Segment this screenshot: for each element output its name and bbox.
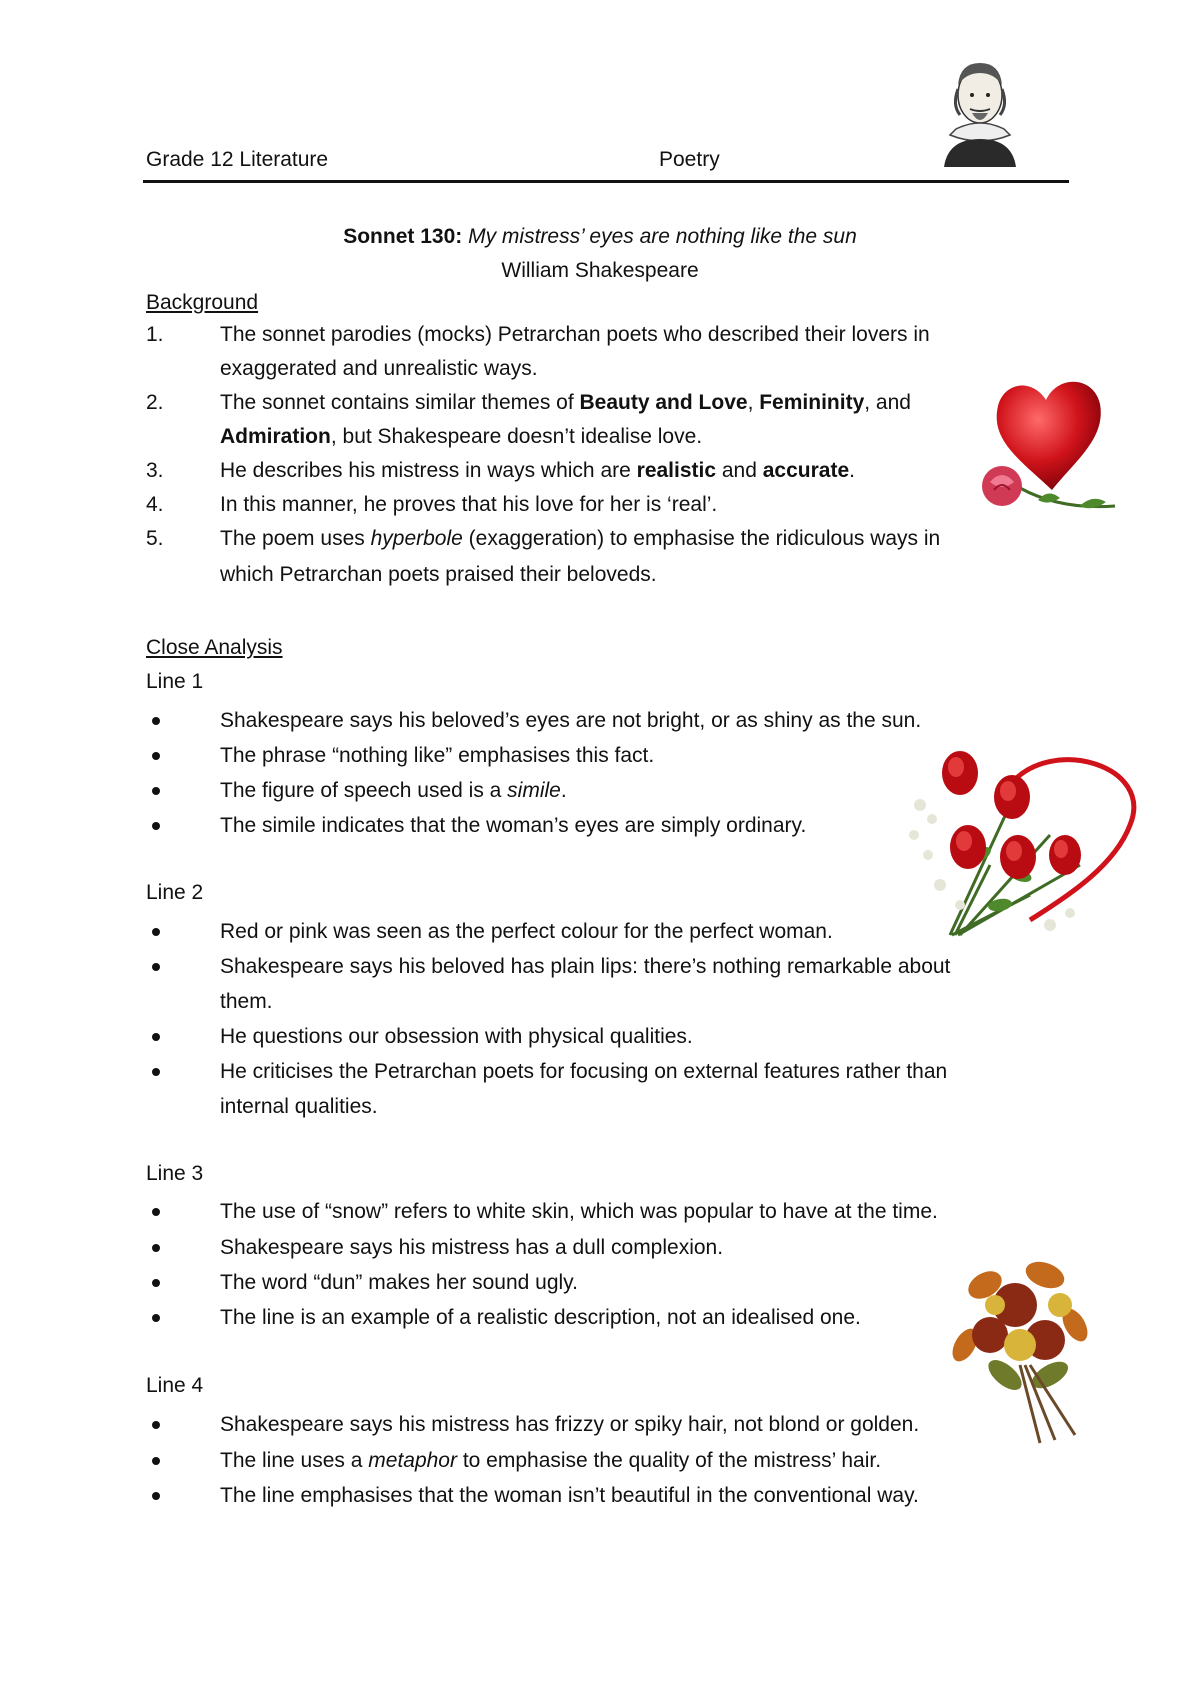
item-text: which Petrarchan poets praised their beloveds. bbox=[220, 563, 657, 586]
poem-title-line: My mistress’ eyes are nothing like the sun bbox=[468, 225, 857, 248]
bullet-icon bbox=[152, 1068, 160, 1076]
header-divider bbox=[143, 180, 1069, 183]
course-label: Grade 12 Literature bbox=[146, 148, 329, 171]
bullet-icon bbox=[152, 1208, 160, 1216]
background-heading: Background bbox=[146, 291, 259, 314]
document-page: Grade 12 Literature Poetry Sonnet 130: My mistress’ eyes are nothing like the sun William Shakespeare Background 1. The sonnet parodies (mocks) Petrarchan poets who described their lovers in exaggerated and unrealistic ways. 2. The sonnet contains similar themes of Beauty and Love, Femininity, and Admiration, but Shakespeare doesn’t idealise love. 3. He describes his mistress in ways which are realistic and accurate. 4. In this manner, he proves that his love for her is ‘real’. 5. The poem uses hyperbole (exaggeration) to emphasise the ridiculous ways in which Petrarchan poets praised their beloveds. Close Analysis Line 1 Shakespeare says his beloved’s eyes are not bright, or as shiny as the sun. The phrase “nothing like” emphasises this fact. The figure of speech used is a simile. The simile indicates that the woman’s eyes are simply ordinary. Line 2 Red or pink was seen as the perfect colour for the perfect woman. Shakespeare says his beloved has plain lips: there’s nothing remarkable about them. He questions our obsession with physical qualities. He criticises the Petrarchan poets for focusing on external features rather than internal qualities. Line 3 The use of “snow” refers to white skin, which was popular to have at the time. Shakespeare says his mistress has a dull complexion. The word “dun” makes her sound ugly. The line is an example of a realistic description, not an idealised one. Line 4 Shakespeare says his mistress has frizzy or spiky hair, not blond or golden. The line uses a metaphor to emphasise the quality of the mistress’ hair. The line emphasises that the woman isn’t beautiful in the conventional way. bbox=[0, 0, 1200, 1696]
shakespeare-portrait-image bbox=[930, 55, 1030, 167]
item-text: exaggerated and unrealistic ways. bbox=[220, 357, 538, 380]
line-1-heading: Line 1 bbox=[146, 670, 204, 693]
item-text: The poem uses hyperbole (exaggeration) to emphasise the ridiculous ways in bbox=[220, 527, 941, 550]
bullet-icon bbox=[152, 1033, 160, 1041]
heart-rose-image bbox=[960, 360, 1120, 520]
bullet-icon bbox=[152, 822, 160, 830]
bullet-icon bbox=[152, 717, 160, 725]
item-number: 5. bbox=[146, 527, 164, 550]
close-analysis-heading: Close Analysis bbox=[146, 636, 283, 659]
bullet-icon bbox=[152, 787, 160, 795]
item-text: The sonnet contains similar themes of Beauty and Love, Femininity, and bbox=[220, 391, 911, 414]
bullet-icon bbox=[152, 1279, 160, 1287]
item-text: In this manner, he proves that his love for her is ‘real’. bbox=[220, 493, 718, 516]
subject-label: Poetry bbox=[659, 148, 720, 171]
bullet-icon bbox=[152, 1314, 160, 1322]
line-2-heading: Line 2 bbox=[146, 881, 204, 904]
bullet-icon bbox=[152, 752, 160, 760]
bullet-icon bbox=[152, 1492, 160, 1500]
item-number: 3. bbox=[146, 459, 164, 482]
bullet-icon bbox=[152, 1457, 160, 1465]
bullet-icon bbox=[152, 1421, 160, 1429]
line-4-heading: Line 4 bbox=[146, 1374, 204, 1397]
bullet-icon bbox=[152, 963, 160, 971]
item-text: Admiration, but Shakespeare doesn’t idealise love. bbox=[220, 425, 703, 448]
bullet-icon bbox=[152, 928, 160, 936]
item-number: 2. bbox=[146, 391, 164, 414]
item-text: He describes his mistress in ways which are realistic and accurate. bbox=[220, 459, 855, 482]
poem-author: William Shakespeare bbox=[501, 259, 699, 282]
roses-bouquet-image bbox=[900, 745, 1150, 945]
item-number: 1. bbox=[146, 323, 164, 346]
poem-title bbox=[0, 225, 1200, 249]
line-3-heading: Line 3 bbox=[146, 1162, 204, 1185]
bullet-icon bbox=[152, 1244, 160, 1252]
poem-title-number: Sonnet 130: bbox=[343, 225, 463, 248]
autumn-bouquet-image bbox=[935, 1245, 1110, 1445]
item-text: The sonnet parodies (mocks) Petrarchan poets who described their lovers in bbox=[220, 323, 930, 346]
item-number: 4. bbox=[146, 493, 164, 516]
